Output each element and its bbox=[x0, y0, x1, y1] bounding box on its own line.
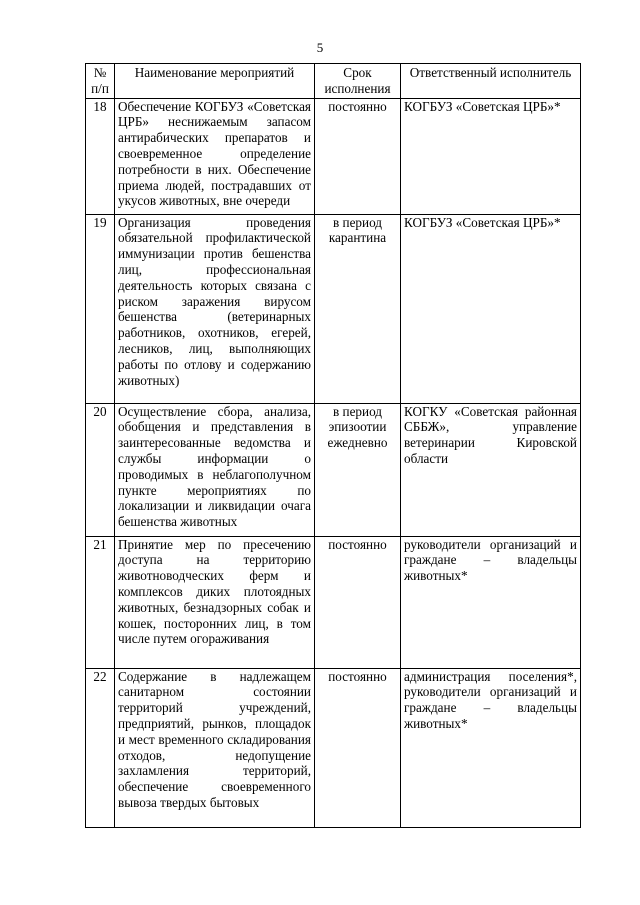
row-term: постоянно bbox=[315, 98, 401, 214]
row-num: 18 bbox=[86, 98, 115, 214]
table-row bbox=[86, 98, 581, 214]
table-row bbox=[86, 403, 581, 536]
row-measure: Обеспечение КОГБУЗ «Советская ЦРБ» неснижаемым запасом антирабических препаратов и своевременное определение потребности в них. Обеспечение приема людей, пострадавших от укусов животных, вне очереди bbox=[115, 98, 315, 214]
table-header-row bbox=[86, 64, 581, 99]
row-measure: Принятие мер по пресечению доступа на территорию животноводческих ферм и комплексов диких плотоядных животных, безнадзорных собак и кошек, посторонних лиц, в том числе путем огораживания bbox=[115, 536, 315, 668]
row-num: 21 bbox=[86, 536, 115, 668]
table-row bbox=[86, 214, 581, 403]
row-measure: Организация проведения обязательной профилактической иммунизации против бешенства лиц, профессиональная деятельность которых связана с риском заражения вирусом бешенства (ветеринарных работников, охотников, егерей, лесников, лиц, выполняющих работы по отлову и содержанию животных) bbox=[115, 214, 315, 403]
measures-table bbox=[85, 63, 581, 828]
table-row bbox=[86, 536, 581, 668]
table-row bbox=[86, 668, 581, 827]
row-executor: КОГБУЗ «Советская ЦРБ»* bbox=[401, 214, 581, 403]
header-name: Наименование мероприятий bbox=[115, 64, 315, 99]
row-executor: КОГКУ «Советская районная СББЖ», управление ветеринарии Кировской области bbox=[401, 403, 581, 536]
row-term: в период карантина bbox=[315, 214, 401, 403]
row-executor: КОГБУЗ «Советская ЦРБ»* bbox=[401, 98, 581, 214]
row-measure: Содержание в надлежащем санитарном состоянии территорий учреждений, предприятий, рынков, площадок и мест временного складирования отходов, недопущение захламления территорий, обеспечение своевременного вывоза твердых бытовых bbox=[115, 668, 315, 827]
row-executor: администрация поселения*, руководители организаций и граждане – владельцы животных* bbox=[401, 668, 581, 827]
row-term: в период эпизоотии ежедневно bbox=[315, 403, 401, 536]
row-num: 22 bbox=[86, 668, 115, 827]
header-term: Срок исполнения bbox=[315, 64, 401, 99]
row-measure: Осуществление сбора, анализа, обобщения и представления в заинтересованные ведомства и службы информации о проводимых в неблагополучном пункте мероприятиях по локализации и ликвидации очага бешенства животных bbox=[115, 403, 315, 536]
row-term: постоянно bbox=[315, 668, 401, 827]
header-num: № п/п bbox=[86, 64, 115, 99]
row-term: постоянно bbox=[315, 536, 401, 668]
page-number: 5 bbox=[316, 40, 324, 55]
row-executor: руководители организаций и граждане – владельцы животных* bbox=[401, 536, 581, 668]
row-num: 19 bbox=[86, 214, 115, 403]
header-exec: Ответственный исполнитель bbox=[401, 64, 581, 99]
row-num: 20 bbox=[86, 403, 115, 536]
